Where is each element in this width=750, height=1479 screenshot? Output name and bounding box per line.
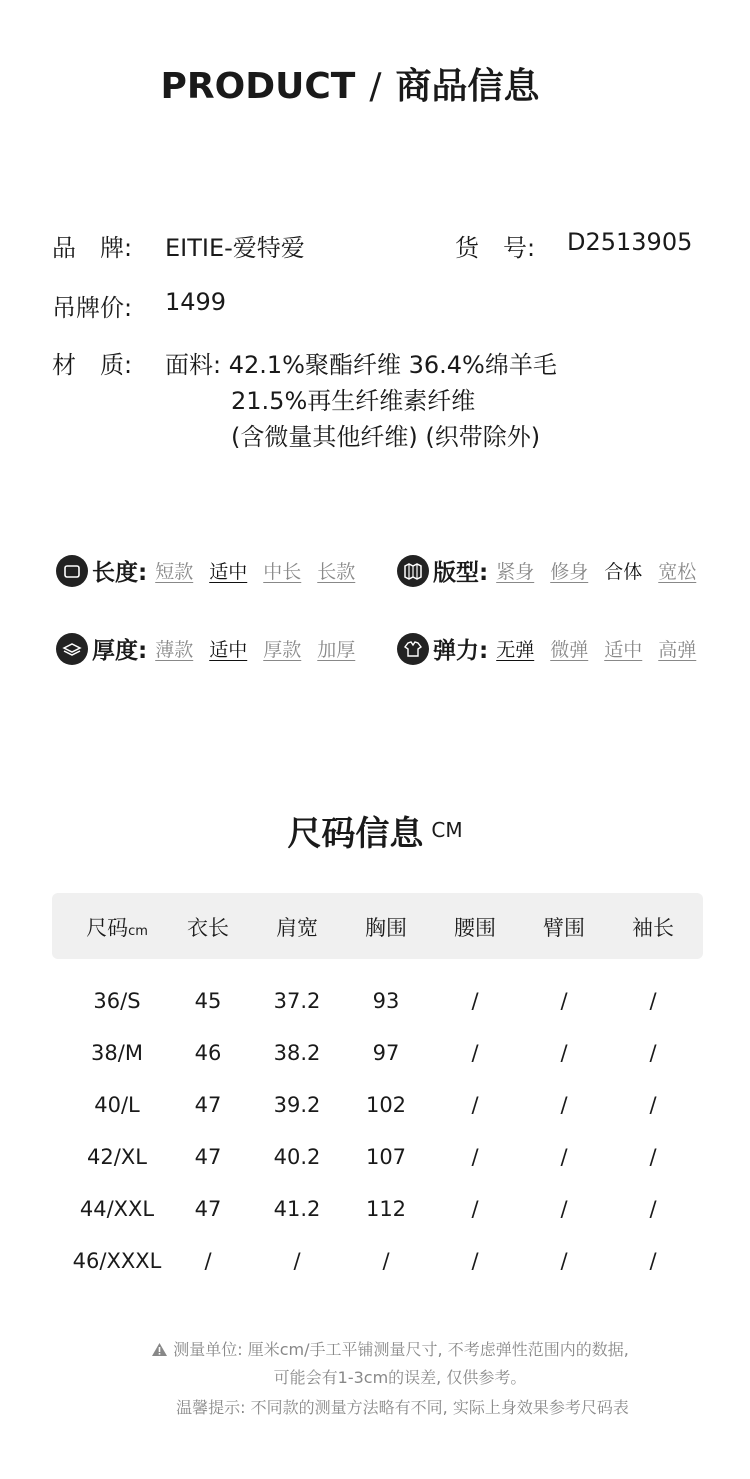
sku-value: D2513905 <box>567 228 693 256</box>
table-cell: 47 <box>194 1093 222 1117</box>
length-label: 长度: <box>92 560 148 586</box>
table-cell: 40/L <box>94 1093 140 1117</box>
table-cell: 41.2 <box>273 1197 321 1221</box>
table-cell: / <box>293 1249 301 1273</box>
table-cell: / <box>560 1197 568 1221</box>
table-cell: / <box>204 1249 212 1273</box>
table-header-cell: 腰围 <box>454 916 496 940</box>
table-cell: / <box>471 1197 479 1221</box>
table-cell: / <box>471 1249 479 1273</box>
elasticity-option: 适中 <box>604 639 643 661</box>
length-icon <box>56 555 88 587</box>
fit-option: 合体 <box>604 561 643 583</box>
table-cell: / <box>649 1249 657 1273</box>
fit-option: 修身 <box>550 561 589 583</box>
table-header-cell: 尺码cm <box>86 916 148 940</box>
table-cell: / <box>649 989 657 1013</box>
table-cell: 46/XXXL <box>72 1249 162 1273</box>
fit-icon <box>397 555 429 587</box>
table-cell: / <box>649 1093 657 1117</box>
table-cell: 38/M <box>91 1041 143 1065</box>
table-cell: / <box>649 1041 657 1065</box>
table-cell: / <box>471 1145 479 1169</box>
length-option: 中长 <box>263 561 302 583</box>
elasticity-option: 高弹 <box>658 639 697 661</box>
thickness-option: 适中 <box>209 639 248 661</box>
table-cell: / <box>560 1145 568 1169</box>
table-header-cell: 衣长 <box>187 916 229 940</box>
material-line-1: 面料: 42.1%聚酯纤维 36.4%绵羊毛 <box>165 351 557 379</box>
table-cell: 97 <box>372 1041 400 1065</box>
length-option: 短款 <box>155 561 194 583</box>
table-cell: 102 <box>365 1093 407 1117</box>
note-line-3: 温馨提示: 不同款的测量方法略有不同, 实际上身效果参考尺码表 <box>176 1398 629 1417</box>
material-line-3: (含微量其他纤维) (织带除外) <box>231 423 541 451</box>
sku-label: 货 号: <box>455 234 536 262</box>
fit-option: 宽松 <box>658 561 697 583</box>
title-separator: / <box>369 66 382 107</box>
length-option: 适中 <box>209 561 248 583</box>
table-header-cell: 肩宽 <box>276 916 318 940</box>
table-cell: 47 <box>194 1197 222 1221</box>
price-label: 吊牌价: <box>52 294 133 322</box>
table-cell: / <box>560 1093 568 1117</box>
table-cell: / <box>649 1145 657 1169</box>
table-cell: 112 <box>365 1197 407 1221</box>
table-header-cell: 臂围 <box>543 916 585 940</box>
table-cell: 40.2 <box>273 1145 321 1169</box>
table-cell: 47 <box>194 1145 222 1169</box>
size-section-title <box>0 806 750 855</box>
table-cell: 107 <box>365 1145 407 1169</box>
elasticity-option: 无弹 <box>496 639 535 661</box>
table-header-cell: 胸围 <box>365 916 407 940</box>
thickness-icon <box>56 633 88 665</box>
thickness-option: 薄款 <box>155 639 194 661</box>
table-cell: / <box>471 989 479 1013</box>
material-label: 材 质: <box>52 351 133 379</box>
fit-label: 版型: <box>433 560 489 586</box>
thickness-label: 厚度: <box>92 638 148 664</box>
thickness-option: 厚款 <box>263 639 302 661</box>
length-option: 长款 <box>317 561 356 583</box>
table-cell: / <box>560 989 568 1013</box>
warning-icon <box>151 1340 173 1359</box>
attr-fit <box>397 554 696 587</box>
brand-label: 品 牌: <box>52 234 133 262</box>
table-cell: / <box>471 1041 479 1065</box>
elasticity-option: 微弹 <box>550 639 589 661</box>
elasticity-icon <box>397 633 429 665</box>
fit-option: 紧身 <box>496 561 535 583</box>
table-header-cell: 袖长 <box>632 916 674 940</box>
attr-thickness <box>56 632 371 665</box>
note-line-1: 测量单位: 厘米cm/手工平铺测量尺寸, 不考虑弹性范围内的数据, <box>0 1337 750 1360</box>
title-cn: 商品信息 <box>395 66 540 107</box>
thickness-option: 加厚 <box>317 639 356 661</box>
table-cell: 39.2 <box>273 1093 321 1117</box>
note-line-2: 可能会有1-3cm的误差, 仅供参考。 <box>273 1368 527 1387</box>
size-title-text: 尺码信息 <box>287 814 424 854</box>
material-line-2: 21.5%再生纤维素纤维 <box>231 387 476 415</box>
elasticity-label: 弹力: <box>433 638 489 664</box>
title-en: PRODUCT <box>160 66 356 107</box>
table-cell: 38.2 <box>273 1041 321 1065</box>
table-cell: 46 <box>194 1041 222 1065</box>
table-cell: / <box>471 1093 479 1117</box>
size-title-unit: CM <box>431 818 463 842</box>
price-value: 1499 <box>165 288 227 316</box>
attr-length <box>56 554 371 587</box>
table-cell: 44/XXL <box>79 1197 155 1221</box>
page-title <box>0 58 700 109</box>
attr-elasticity <box>397 632 696 665</box>
table-cell: 36/S <box>93 989 141 1013</box>
table-cell: 93 <box>372 989 400 1013</box>
table-cell: / <box>382 1249 390 1273</box>
brand-value: EITIE-爱特爱 <box>165 234 305 262</box>
table-cell: / <box>560 1041 568 1065</box>
table-cell: 37.2 <box>273 989 321 1013</box>
table-cell: 45 <box>194 989 222 1013</box>
table-cell: / <box>560 1249 568 1273</box>
table-cell: / <box>649 1197 657 1221</box>
table-cell: 42/XL <box>87 1145 147 1169</box>
